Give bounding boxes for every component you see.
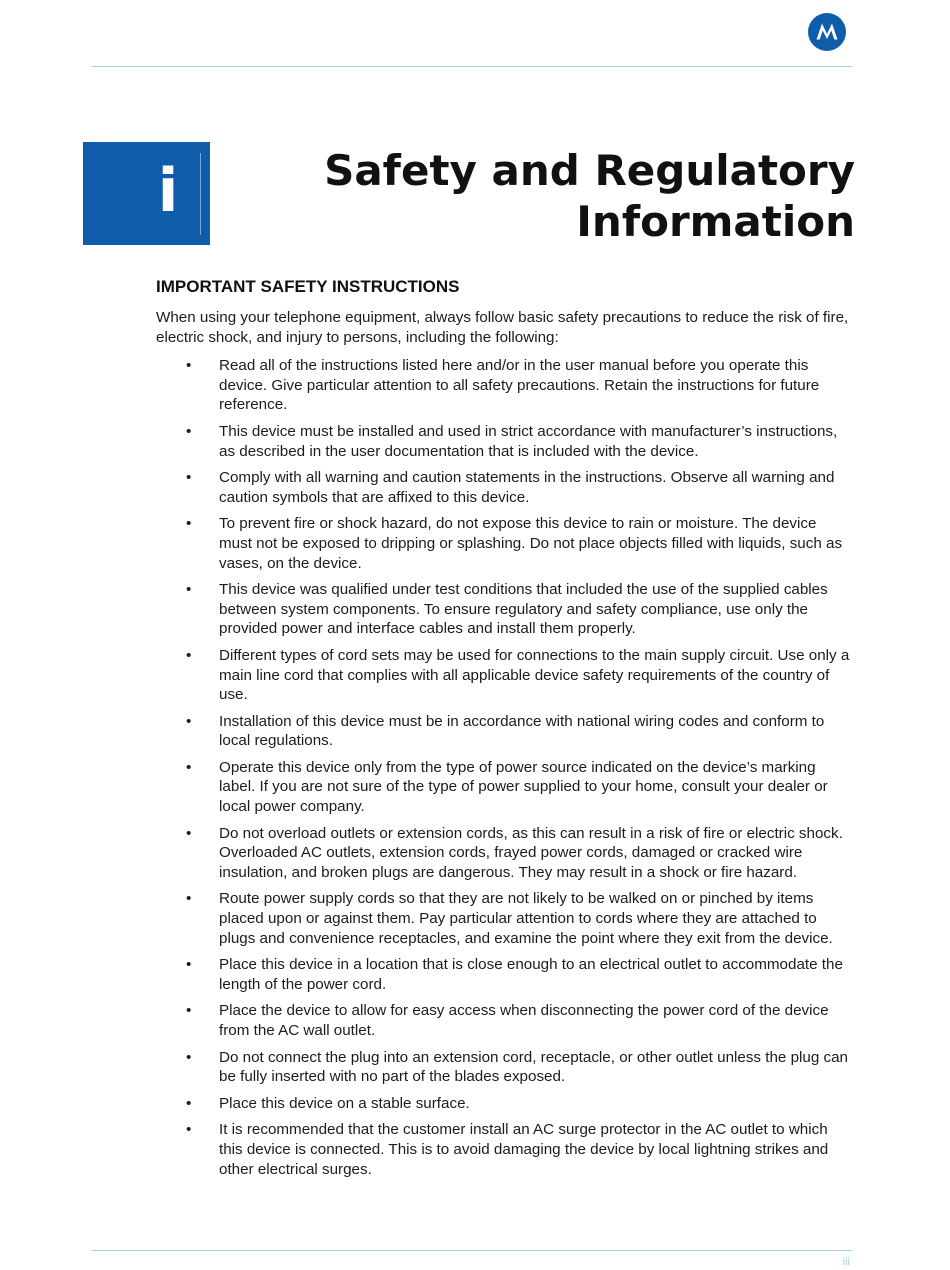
header-rule	[91, 66, 852, 67]
list-item	[156, 646, 853, 705]
info-chapter-icon	[83, 142, 210, 245]
bullet-icon: •	[186, 712, 192, 730]
list-item-text: This device must be installed and used in strict accordance with manufacturer’s instructions, as described in the user documentation that is included with the device.	[219, 422, 838, 460]
footer-rule	[91, 1250, 852, 1251]
bullet-icon: •	[186, 1002, 192, 1020]
list-item	[156, 955, 853, 994]
bullet-icon: •	[186, 824, 192, 842]
list-item-text: It is recommended that the customer install an AC surge protector in the AC outlet to which this device is connected. This is to avoid damaging the device by local lightning strikes and other electrical surges.	[219, 1121, 829, 1178]
info-box-divider	[200, 153, 201, 235]
section-heading: IMPORTANT SAFETY INSTRUCTIONS	[156, 277, 460, 296]
list-item-text: Different types of cord sets may be used for connections to the main supply circuit. Use only a main line cord that complies with all applicable device safety requirements of the country of use.	[219, 646, 850, 704]
list-item	[156, 1120, 853, 1179]
chapter-title	[295, 145, 855, 247]
bullet-icon: •	[186, 1048, 192, 1066]
chapter-title-line2: Information	[576, 197, 855, 246]
list-item	[156, 422, 853, 461]
bullet-icon: •	[186, 758, 192, 776]
list-item-text: Place this device in a location that is close enough to an electrical outlet to accommodate the length of the power cord.	[219, 956, 843, 993]
list-item-text: This device was qualified under test conditions that included the use of the supplied cables between system components. To ensure regulatory and safety compliance, use only the provided power and interface cables and install them properly.	[219, 581, 828, 638]
list-item	[156, 468, 853, 507]
list-item-text: Comply with all warning and caution statements in the instructions. Observe all warning and caution symbols that are affixed to this device.	[219, 469, 835, 506]
list-item-text: Route power supply cords so that they are not likely to be walked on or pinched by items placed upon or against them. Pay particular attention to cords where they are attached to plugs and convenience receptacles, and examine the point where they exit from the device.	[219, 890, 833, 947]
list-item-text: Installation of this device must be in accordance with national wiring codes and conform to local regulations.	[219, 712, 825, 750]
list-item	[156, 1048, 853, 1087]
list-item-text: To prevent fire or shock hazard, do not expose this device to rain or moisture. The device must not be exposed to dripping or splashing. Do not place objects filled with liquids, such as vases, on the device.	[219, 515, 843, 572]
intro-paragraph: When using your telephone equipment, always follow basic safety precautions to reduce the risk of fire, electric shock, and injury to persons, including the following:	[156, 309, 849, 346]
chapter-title-line1: Safety and Regulatory	[324, 146, 855, 195]
list-item	[156, 514, 853, 573]
bullet-icon: •	[186, 469, 192, 487]
list-item	[156, 356, 853, 415]
list-item	[156, 1094, 853, 1114]
list-item	[156, 1001, 853, 1040]
bullet-icon: •	[186, 890, 192, 908]
bullet-icon: •	[186, 357, 192, 375]
safety-instructions-list	[156, 356, 853, 1179]
list-item-text: Place the device to allow for easy access when disconnecting the power cord of the device from the AC wall outlet.	[219, 1002, 829, 1039]
list-item-text: Do not connect the plug into an extension cord, receptacle, or other outlet unless the plug can be fully inserted with no part of the blades exposed.	[219, 1048, 848, 1086]
list-item-text: Place this device on a stable surface.	[219, 1094, 470, 1112]
bullet-icon: •	[186, 956, 192, 974]
list-item	[156, 580, 853, 639]
list-item-text: Read all of the instructions listed here and/or in the user manual before you operate this device. Give particular attention to all safety precautions. Retain the instructions for future reference.	[219, 357, 820, 414]
bullet-icon: •	[186, 1094, 192, 1112]
bullet-icon: •	[186, 646, 192, 664]
bullet-icon: •	[186, 1121, 192, 1139]
list-item-text: Operate this device only from the type of power source indicated on the device’s marking label. If you are not sure of the type of power supplied to your home, consult your dealer or local power company.	[219, 758, 828, 816]
list-item	[156, 824, 853, 883]
bullet-icon: •	[186, 515, 192, 533]
list-item	[156, 889, 853, 948]
page-number: iii	[842, 1256, 850, 1268]
motorola-logo-icon	[808, 13, 846, 51]
main-content	[156, 276, 853, 1186]
list-item-text: Do not overload outlets or extension cords, as this can result in a risk of fire or electric shock. Overloaded AC outlets, extension cords, frayed power cords, damaged or cracked wire insulation, and broken plugs are dangerous. They may result in a shock or fire hazard.	[219, 824, 843, 881]
list-item	[156, 758, 853, 817]
bullet-icon: •	[186, 422, 192, 440]
info-letter: i	[157, 156, 179, 226]
bullet-icon: •	[186, 581, 192, 599]
list-item	[156, 712, 853, 751]
